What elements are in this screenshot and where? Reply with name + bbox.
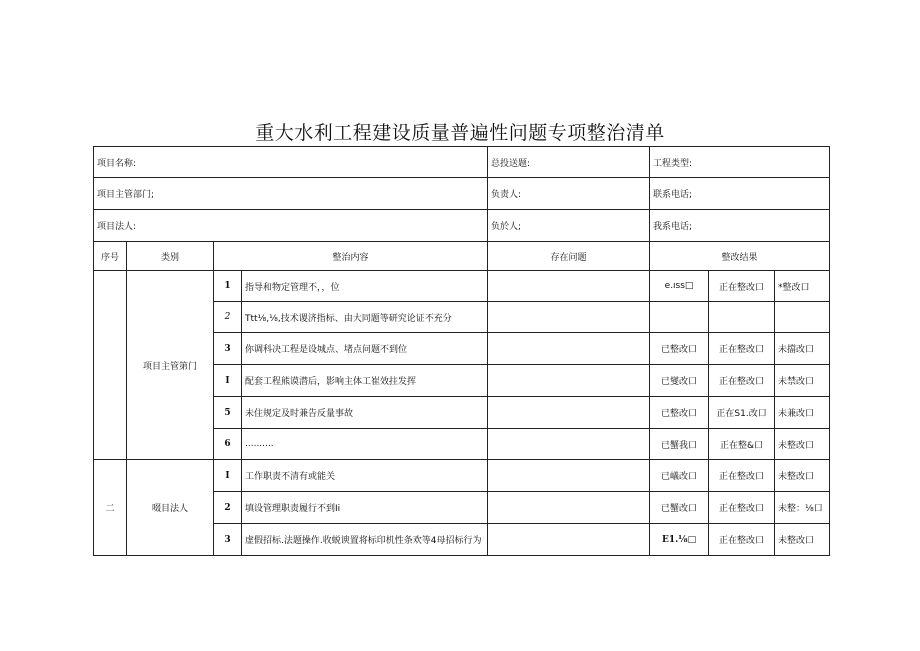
result-rectified[interactable]: 已嶬改口 xyxy=(650,460,709,492)
item-content: 工作职责不清有或能关 xyxy=(242,460,488,492)
item-number: 2 xyxy=(214,302,242,333)
person-in-charge-field[interactable]: 负於人; xyxy=(488,210,650,242)
issue-cell[interactable] xyxy=(488,397,650,429)
result-in-progress[interactable]: 正在整改口 xyxy=(709,365,775,397)
result-not-rectified[interactable]: 未兼改口 xyxy=(775,397,830,429)
result-rectified[interactable]: 已蟹改口 xyxy=(650,492,709,524)
result-in-progress[interactable]: 正在整改口 xyxy=(709,333,775,365)
group-seq: 二 xyxy=(94,460,127,556)
result-header: 整改结果 xyxy=(650,242,830,271)
result-rectified[interactable]: E1.⅛□ xyxy=(650,524,709,556)
item-number: I xyxy=(214,460,242,492)
issue-cell[interactable] xyxy=(488,429,650,460)
info-row xyxy=(94,178,830,210)
result-not-rectified[interactable] xyxy=(775,302,830,333)
department-field[interactable]: 项目主管部门; xyxy=(94,178,488,210)
item-number: 6 xyxy=(214,429,242,460)
result-not-rectified[interactable]: 未禁改口 xyxy=(775,365,830,397)
result-not-rectified[interactable]: 未擋改口 xyxy=(775,333,830,365)
item-content: 配套工程熊谟潜后，影响主体工崔效拄发挥 xyxy=(242,365,488,397)
item-number: 1 xyxy=(214,271,242,302)
item-number: 2 xyxy=(214,492,242,524)
issues-header: 存在问题 xyxy=(488,242,650,271)
seq-header: 序号 xyxy=(94,242,127,271)
item-number: 3 xyxy=(214,524,242,556)
item-content: .......... xyxy=(242,429,488,460)
responsible-person-field[interactable]: 负责人: xyxy=(488,178,650,210)
result-rectified[interactable]: 已蟹我口 xyxy=(650,429,709,460)
item-content: 指导和物定管理不，，位 xyxy=(242,271,488,302)
result-in-progress[interactable]: 正在整改口 xyxy=(709,492,775,524)
group-category: 项目主管第门 xyxy=(127,271,214,460)
item-content: 填设管理职责履行不到Ii xyxy=(242,492,488,524)
item-content: Ttt⅛,⅛,技术谡济指标、由大同题等研究论证不充分 xyxy=(242,302,488,333)
result-in-progress[interactable] xyxy=(709,302,775,333)
project-name-field[interactable]: 项目名称: xyxy=(94,147,488,178)
issue-cell[interactable] xyxy=(488,492,650,524)
result-in-progress[interactable]: 正在S1.改口 xyxy=(709,397,775,429)
item-number: 5 xyxy=(214,397,242,429)
result-not-rectified[interactable]: 未整：⅛口 xyxy=(775,492,830,524)
total-investment-field[interactable]: 总投送题: xyxy=(488,147,650,178)
item-content: 未住规定及时兼告反量事故 xyxy=(242,397,488,429)
item-number: 3 xyxy=(214,333,242,365)
table-row xyxy=(94,271,830,302)
item-content: 虚假招标.法题操作.收蜕谀置将标印机性条欢等4母招标行为 xyxy=(242,524,488,556)
result-rectified[interactable]: e.ıss□ xyxy=(650,271,709,302)
rectification-table xyxy=(93,146,830,556)
issue-cell[interactable] xyxy=(488,460,650,492)
issue-cell[interactable] xyxy=(488,365,650,397)
result-not-rectified[interactable]: *整改口 xyxy=(775,271,830,302)
result-in-progress[interactable]: 正在整改口 xyxy=(709,271,775,302)
item-content: 你调科决工程是设城点、堵点问题不到位 xyxy=(242,333,488,365)
project-type-field[interactable]: 工程类型: xyxy=(650,147,830,178)
contact-phone-field[interactable]: 我系电话; xyxy=(650,210,830,242)
issue-cell[interactable] xyxy=(488,333,650,365)
header-row xyxy=(94,242,830,271)
issue-cell[interactable] xyxy=(488,302,650,333)
result-not-rectified[interactable]: 未整改口 xyxy=(775,429,830,460)
page-title: 重大水利工程建设质量普遍性问题专项整治清单 xyxy=(255,122,665,144)
result-in-progress[interactable]: 正在整改口 xyxy=(709,460,775,492)
result-in-progress[interactable]: 正在整改口 xyxy=(709,524,775,556)
group-category: 啜目法人 xyxy=(127,460,214,556)
result-in-progress[interactable]: 正在整&口 xyxy=(709,429,775,460)
phone-field[interactable]: 联系电话; xyxy=(650,178,830,210)
legal-person-field[interactable]: 项目法人: xyxy=(94,210,488,242)
result-rectified[interactable]: 已整改口 xyxy=(650,333,709,365)
result-rectified[interactable] xyxy=(650,302,709,333)
info-row xyxy=(94,210,830,242)
group-seq xyxy=(94,271,127,460)
result-rectified[interactable]: 已燮改口 xyxy=(650,365,709,397)
info-row xyxy=(94,147,830,178)
content-header: 整治内容 xyxy=(214,242,488,271)
item-number: I xyxy=(214,365,242,397)
result-rectified[interactable]: 已整改口 xyxy=(650,397,709,429)
result-not-rectified[interactable]: 未整改口 xyxy=(775,460,830,492)
issue-cell[interactable] xyxy=(488,524,650,556)
result-not-rectified[interactable]: 未整改口 xyxy=(775,524,830,556)
category-header: 类别 xyxy=(127,242,214,271)
issue-cell[interactable] xyxy=(488,271,650,302)
table-row xyxy=(94,460,830,492)
